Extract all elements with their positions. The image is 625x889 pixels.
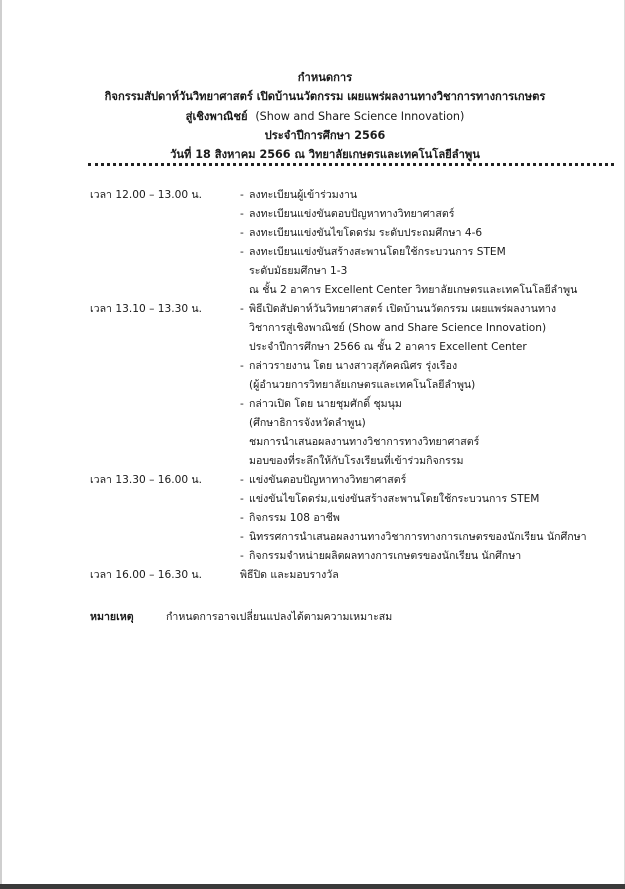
schedule-item: [240, 566, 610, 585]
item-line: ชมการนำเสนอผลงานทางวิชาการทางวิทยาศาสตร์: [249, 436, 480, 448]
schedule-item: [240, 224, 610, 243]
slot-time: เวลา 16.00 – 16.30 น.: [90, 569, 203, 581]
schedule-slot: [0, 471, 625, 566]
schedule-item: [240, 243, 610, 300]
remark-label: หมายเหตุ: [90, 611, 134, 623]
slot-items: [240, 186, 610, 300]
item-line: พิธีเปิดสัปดาห์วันวิทยาศาสตร์ เปิดบ้านนวัตกรรม เผยแพร่ผลงานทาง: [249, 303, 557, 315]
item-line: กล่าวเปิด โดย นายชุมศักดิ์ ชุมนุม: [249, 398, 402, 410]
item-line: กิจกรรมจำหน่ายผลิตผลทางการเกษตรของนักเรียน นักศึกษา: [249, 550, 522, 562]
bullet-dash: -: [240, 398, 244, 410]
schedule-item: [240, 186, 610, 205]
schedule-item: [240, 300, 610, 357]
event-date-venue: วันที่ 18 สิงหาคม 2566 ณ วิทยาลัยเกษตรและเทคโนโลยีลำพูน: [170, 148, 480, 162]
schedule-slot: [0, 566, 625, 585]
item-line: ณ ชั้น 2 อาคาร Excellent Center วิทยาลัยเกษตรและเทคโนโลยีลำพูน: [249, 284, 578, 296]
dotted-divider: [88, 163, 614, 166]
remark-text: กำหนดการอาจเปลี่ยนแปลงได้ตามความเหมาะสม: [166, 611, 393, 623]
item-line: กล่าวรายงาน โดย นางสาวสุภัคคณิศร รุ่งเรือง: [249, 360, 458, 372]
item-line: (ศึกษาธิการจังหวัดลำพูน): [249, 417, 366, 429]
schedule-item: [240, 357, 610, 395]
item-line: ประจำปีการศึกษา 2566 ณ ชั้น 2 อาคาร Excellent Center: [249, 341, 527, 353]
document-header: [60, 68, 590, 164]
slot-items: [240, 471, 610, 566]
item-line: (ผู้อำนวยการวิทยาลัยเกษตรและเทคโนโลยีลำพูน): [249, 379, 476, 391]
schedule-slot: [0, 186, 625, 300]
slot-items: [240, 300, 610, 471]
event-subtitle: [60, 107, 590, 126]
bottom-bar: [0, 884, 625, 889]
bullet-dash: -: [240, 303, 244, 315]
item-line: แข่งขันตอบปัญหาทางวิทยาศาสตร์: [249, 474, 407, 486]
item-line: มอบของที่ระลึกให้กับโรงเรียนที่เข้าร่วมกิจกรรม: [249, 455, 464, 467]
item-line: ลงทะเบียนแข่งขันตอบปัญหาทางวิทยาศาสตร์: [249, 208, 455, 220]
item-line: วิชาการสู่เชิงพาณิชย์ (Show and Share Science Innovation): [249, 322, 547, 334]
schedule-item: [240, 509, 610, 528]
bullet-dash: -: [240, 246, 244, 258]
slot-items: [240, 566, 610, 585]
bullet-dash: -: [240, 531, 244, 543]
schedule-item: [240, 528, 610, 547]
item-line: ลงทะเบียนแข่งขันไขโดดร่ม ระดับประถมศึกษา 4-6: [249, 227, 483, 239]
schedule-item: [240, 395, 610, 471]
schedule-item: [240, 490, 610, 509]
item-line: นิทรรศการนำเสนอผลงานทางวิชาการทางการเกษตรของนักเรียน นักศึกษา: [249, 531, 587, 543]
item-line: แข่งขันไขโดดร่ม,แข่งขันสร้างสะพานโดยใช้กระบวนการ STEM: [249, 493, 540, 505]
slot-time: เวลา 13.30 – 16.00 น.: [90, 474, 203, 486]
schedule-list: [0, 186, 625, 585]
bullet-dash: -: [240, 208, 244, 220]
document-title: กำหนดการ: [297, 71, 353, 84]
event-subtitle-th: สู่เชิงพาณิชย์: [185, 109, 248, 123]
bullet-dash: -: [240, 189, 244, 201]
bullet-dash: -: [240, 227, 244, 239]
slot-time: เวลา 12.00 – 13.00 น.: [90, 189, 203, 201]
item-line: พิธีปิด และมอบรางวัล: [240, 569, 339, 581]
schedule-item: [240, 547, 610, 566]
item-line: ลงทะเบียนแข่งขันสร้างสะพานโดยใช้กระบวนการ STEM: [249, 246, 506, 258]
schedule-slot: [0, 300, 625, 471]
schedule-item: [240, 205, 610, 224]
item-line: ลงทะเบียนผู้เข้าร่วมงาน: [249, 189, 358, 201]
event-subtitle-en: (Show and Share Science Innovation): [255, 109, 465, 123]
event-name: กิจกรรมสัปดาห์วันวิทยาศาสตร์ เปิดบ้านนวัตกรรม เผยแพร่ผลงานทางวิชาการทางการเกษตร: [104, 90, 546, 104]
item-line: ระดับมัธยมศึกษา 1-3: [249, 265, 348, 277]
bullet-dash: -: [240, 360, 244, 372]
slot-time: เวลา 13.10 – 13.30 น.: [90, 303, 203, 315]
bullet-dash: -: [240, 550, 244, 562]
bullet-dash: -: [240, 512, 244, 524]
remark: [90, 608, 392, 627]
bullet-dash: -: [240, 493, 244, 505]
schedule-item: [240, 471, 610, 490]
item-line: กิจกรรม 108 อาชีพ: [249, 512, 340, 524]
academic-year: ประจำปีการศึกษา 2566: [264, 128, 386, 142]
bullet-dash: -: [240, 474, 244, 486]
